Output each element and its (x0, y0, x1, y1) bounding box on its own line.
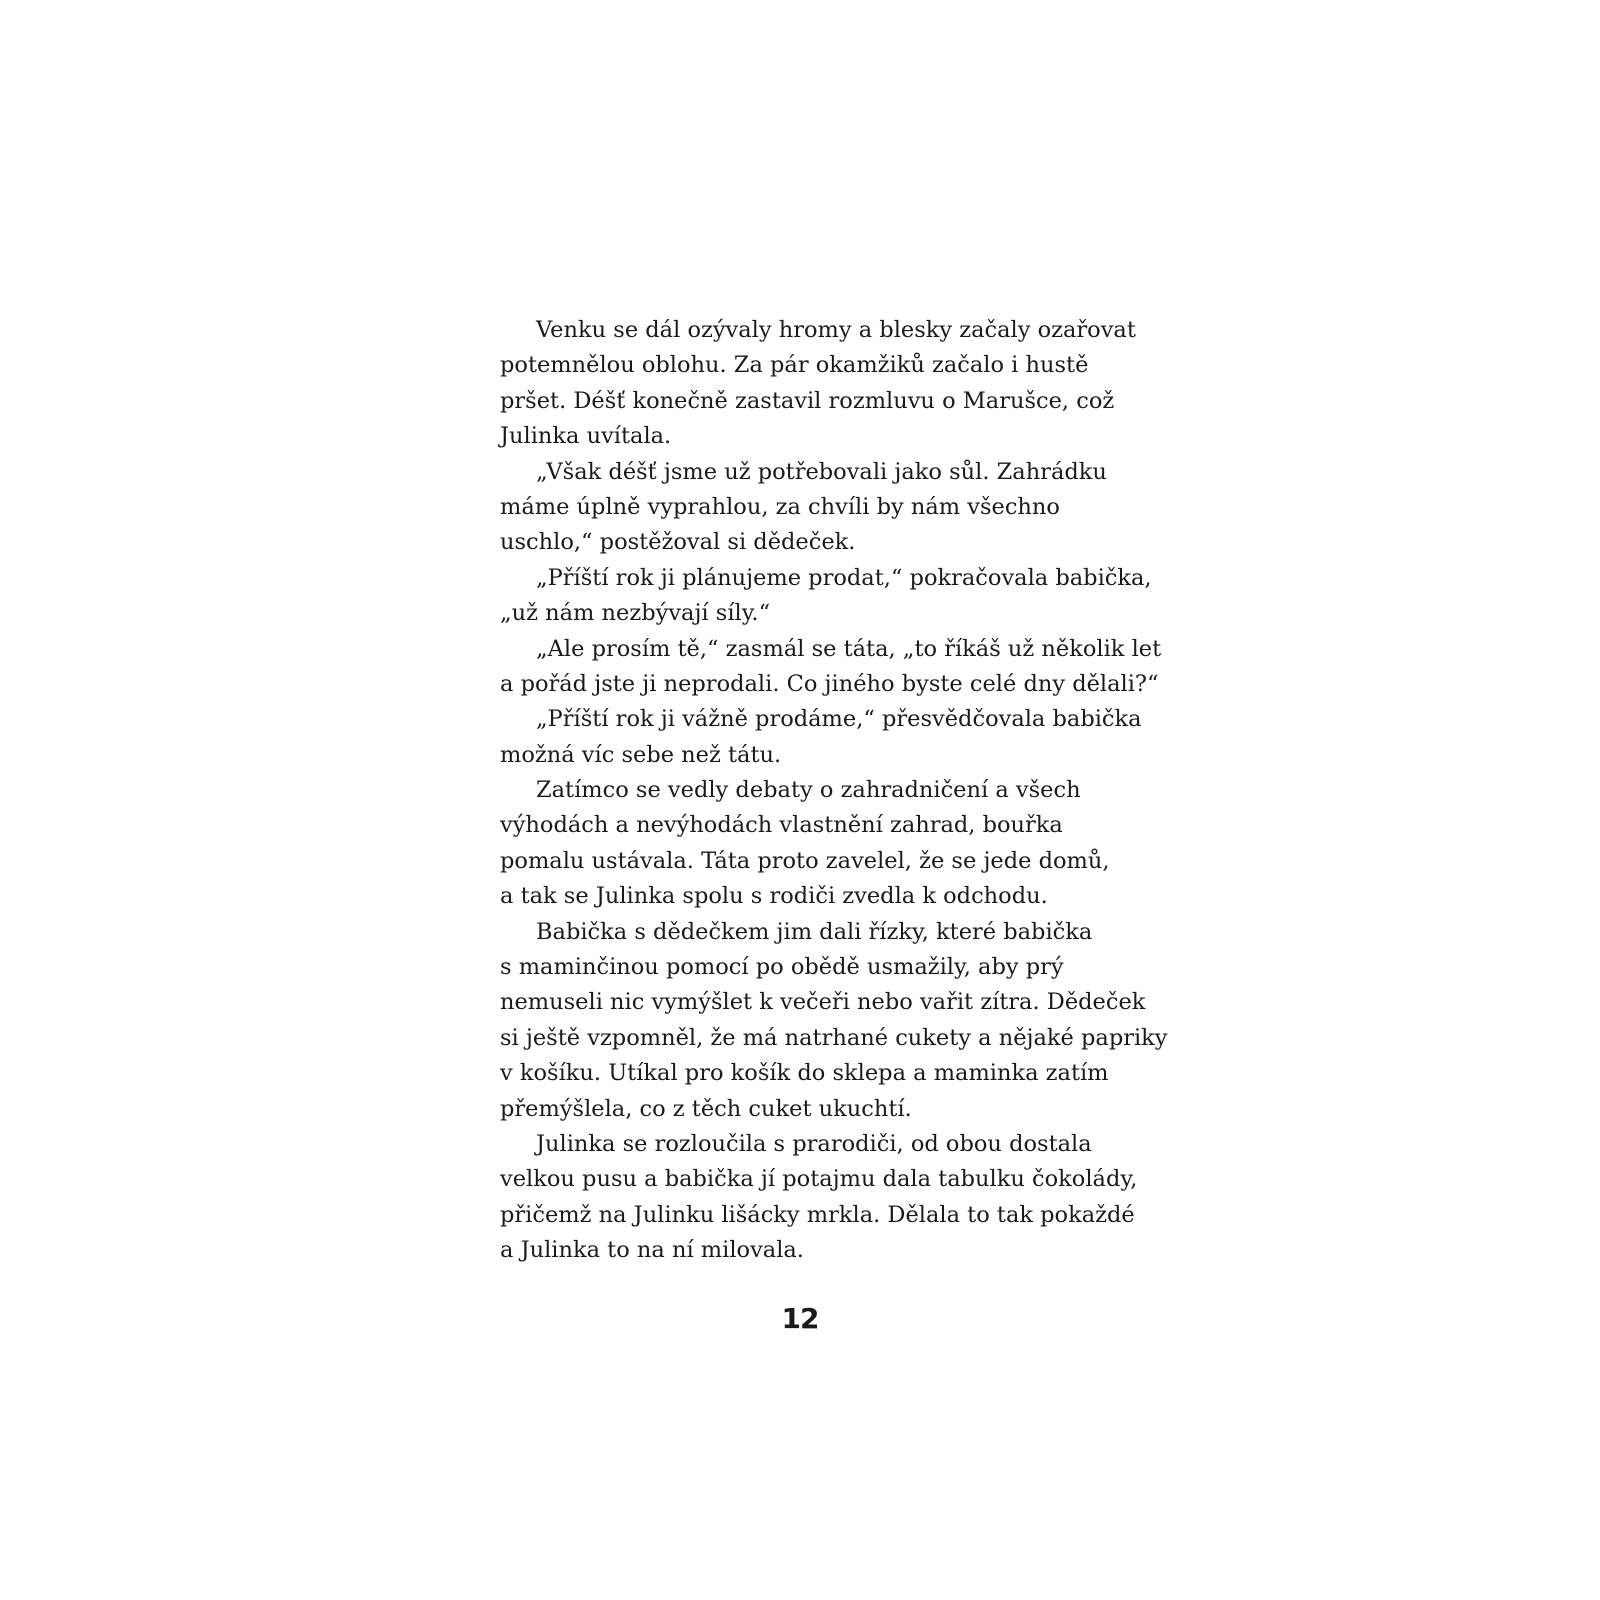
text-line: Venku se dál ozývaly hromy a blesky začaly ozařovat (536, 317, 1136, 343)
text-line: v košíku. Utíkal pro košík do sklepa a maminka zatím (500, 1060, 1109, 1087)
text-line: přemýšlela, co z těch cuket ukuchtí. (500, 1095, 912, 1122)
text-line: pršet. Déšť konečně zastavil rozmluvu o Marušce, což (500, 387, 1115, 414)
page-number: 12 (781, 1302, 819, 1335)
text-line: „Příští rok ji vážně prodáme,“ přesvědčovala babička (536, 706, 1142, 733)
text-line: a tak se Julinka spolu s rodiči zvedla k odchodu. (500, 883, 1048, 910)
text-line: Babička s dědečkem jim dali řízky, které babička (536, 918, 1093, 945)
body-text (500, 313, 1168, 1269)
text-line: potemnělou oblohu. Za pár okamžiků začalo i hustě (500, 352, 1089, 379)
text-line: a Julinka to na ní milovala. (500, 1237, 804, 1264)
text-line: „Však déšť jsme už potřebovali jako sůl. Zahrádku (536, 458, 1107, 485)
text-line: výhodách a nevýhodách vlastnění zahrad, bouřka (500, 812, 1063, 839)
text-line: s maminčinou pomocí po obědě usmažily, aby prý (500, 954, 1064, 981)
text-line: uschlo,“ postěžoval si dědeček. (500, 529, 856, 556)
text-line: a pořád jste ji neprodali. Co jiného byste celé dny dělali?“ (500, 670, 1159, 697)
text-line: velkou pusu a babička jí potajmu dala tabulku čokolády, (500, 1166, 1138, 1193)
text-line: máme úplně vyprahlou, za chvíli by nám všechno (500, 493, 1060, 520)
text-line: nemuseli nic vymýšlet k večeři nebo vařit zítra. Dědeček (500, 989, 1146, 1016)
text-line: pomalu ustávala. Táta proto zavelel, že se jede domů, (500, 847, 1110, 874)
text-line: si ještě vzpomněl, že má natrhané cukety a nějaké papriky (500, 1024, 1168, 1051)
text-line: „Ale prosím tě,“ zasmál se táta, „to říkáš už několik let (536, 635, 1162, 662)
text-line: Zatímco se vedly debaty o zahradničení a všech (536, 777, 1081, 804)
text-line: Julinka se rozloučila s prarodiči, od obou dostala (536, 1130, 1092, 1157)
text-line: „už nám nezbývají síly.“ (500, 600, 771, 627)
text-line: „Příští rok ji plánujeme prodat,“ pokračovala babička, (536, 564, 1152, 591)
text-line: přičemž na Julinku lišácky mrkla. Dělala to tak pokaždé (500, 1201, 1135, 1228)
text-line: Julinka uvítala. (500, 423, 672, 450)
text-line: možná víc sebe než tátu. (500, 741, 782, 768)
